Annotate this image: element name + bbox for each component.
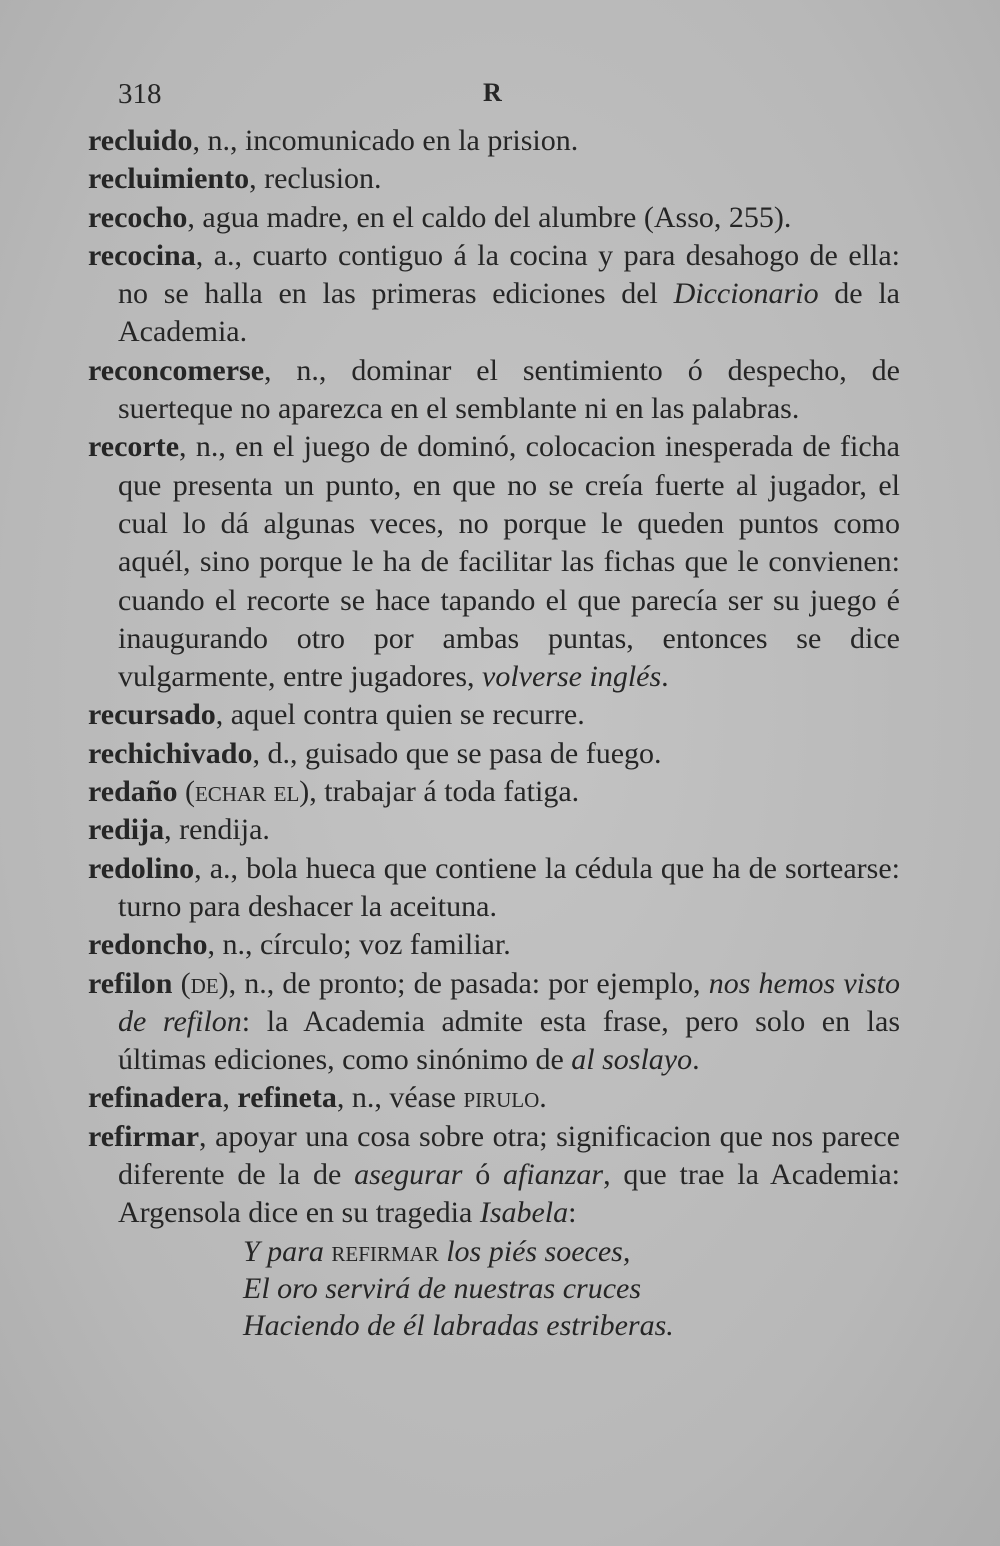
- entry-recursado: [88, 696, 900, 734]
- headword: rechichivado: [88, 736, 253, 770]
- italic-text: al soslayo: [571, 1043, 693, 1077]
- headword: redolino: [88, 851, 195, 885]
- definition: , a., cuarto contiguo á la cocina y para desahogo de ella: no se halla en las primeras ediciones del: [118, 238, 900, 311]
- definition: , n., incomunicado en la prision.: [192, 124, 579, 157]
- entry-recluimiento: [88, 160, 900, 198]
- definition-cont: .: [539, 1081, 547, 1115]
- italic-text: volverse inglés: [482, 660, 662, 694]
- entry-redoncho: [88, 926, 900, 964]
- entry-recorte: [88, 428, 900, 696]
- entry-refirmar: [88, 1118, 900, 1233]
- italic-text: Isabela: [479, 1196, 569, 1230]
- entry-rechichivado: [88, 735, 900, 773]
- headword-variant: refineta: [237, 1081, 337, 1115]
- definition: , aquel contra quien se recurre.: [215, 698, 585, 732]
- headword: recocho: [88, 200, 188, 234]
- definition-cont: : la Academia admite esta frase, pero solo en las últimas ediciones, como sinónimo de: [118, 1004, 901, 1077]
- definition-cont: ó: [462, 1158, 504, 1192]
- verse-line-2: El oro servirá de nuestras cruces: [243, 1271, 641, 1305]
- definition: (: [172, 966, 191, 1000]
- headword: refirmar: [88, 1119, 200, 1153]
- entry-recocina: [88, 237, 900, 352]
- definition: , n., círculo; voz familiar.: [207, 928, 511, 962]
- definition: , apoyar una cosa sobre otra; significacion que nos parece diferente de la de: [118, 1119, 900, 1192]
- small-caps-text: de: [190, 966, 219, 1000]
- definition-cont: .: [692, 1043, 700, 1077]
- headword: recluimiento: [88, 162, 250, 196]
- headword: redija: [88, 813, 165, 847]
- entry-recluido: [88, 122, 900, 160]
- page-header: [118, 78, 518, 118]
- definition: , rendija.: [164, 813, 270, 847]
- entry-redolino: [88, 850, 900, 927]
- verse-line-3: Haciendo de él labradas estriberas.: [243, 1308, 674, 1342]
- entry-reconcomerse: [88, 352, 900, 429]
- entry-recocho: [88, 199, 900, 237]
- entry-refilon: [88, 965, 900, 1080]
- definition: , n., dominar el sentimiento ó despecho, de suerteque no aparezca en el semblante ni en las palabras.: [118, 353, 900, 426]
- entry-refinadera: [88, 1079, 900, 1117]
- entry-redano: [88, 773, 900, 811]
- definition-cont: , que trae la Academia: Argensola dice en su tragedia: [118, 1158, 900, 1230]
- definition-cont: .: [661, 660, 669, 694]
- definition-cont: de la Academia.: [118, 277, 900, 349]
- small-caps-text: echar el: [194, 775, 300, 809]
- definition: , agua madre, en el caldo del alumbre (Asso, 255).: [187, 200, 792, 234]
- definition: ,: [222, 1081, 238, 1115]
- verse-quote: [243, 1233, 900, 1344]
- headword: recursado: [88, 698, 216, 732]
- verse-text: los piés soeces,: [438, 1234, 631, 1268]
- definition-cont: ), trabajar á toda fatiga.: [299, 775, 580, 809]
- verse-text: Y para: [243, 1234, 332, 1268]
- headword: recluido: [88, 124, 193, 157]
- small-caps-text: refirmar: [331, 1234, 439, 1268]
- headword: redoncho: [88, 928, 208, 962]
- definition: , a., bola hueca que contiene la cédula que ha de sortearse: turno para deshacer la aceituna.: [118, 851, 900, 923]
- headword: redaño: [88, 775, 178, 809]
- dictionary-entries: [88, 122, 900, 1344]
- headword: refinadera: [88, 1081, 223, 1115]
- entry-redija: [88, 811, 900, 849]
- italic-text: afianzar: [503, 1158, 604, 1192]
- italic-text: asegurar: [354, 1158, 463, 1192]
- definition: (: [177, 775, 195, 809]
- section-letter: R: [483, 78, 502, 107]
- definition-cont: :: [568, 1196, 577, 1230]
- headword: recorte: [88, 430, 180, 464]
- definition-cont: , n., véase: [336, 1081, 464, 1115]
- headword: recocina: [88, 238, 196, 272]
- page-number: 318: [118, 78, 162, 110]
- definition: , d., guisado que se pasa de fuego.: [252, 736, 662, 770]
- small-caps-text: pirulo: [463, 1081, 540, 1115]
- definition: , reclusion.: [249, 162, 382, 196]
- headword: reconcomerse: [88, 353, 265, 387]
- definition: , n., en el juego de dominó, colocacion inesperada de ficha que presenta un punto, en que no se creía fuerte al jugador, el cual lo dá algunas veces, no porque le queden puntos como aquél, sino porque le ha de facilitar las fichas que le convienen: cuando el recorte se hace tapando el que parecía ser su juego é inaugurando otro por ambas puntas, entonces se dice vulgarmente, entre jugadores,: [118, 430, 900, 694]
- italic-text: nos hemos visto de refilon: [118, 966, 900, 1038]
- definition-cont: ), n., de pronto; de pasada: por ejemplo,: [218, 966, 709, 1000]
- verse-line-1: [243, 1233, 900, 1270]
- headword: refilon: [88, 966, 173, 1000]
- italic-text: Diccionario: [673, 277, 819, 311]
